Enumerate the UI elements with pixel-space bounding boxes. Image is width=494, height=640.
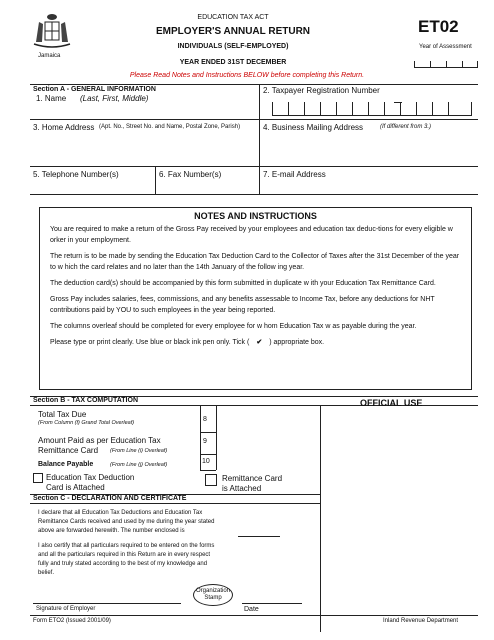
home-address-hint: (Apt. No., Street No. and Name, Postal Zone, Parish) [99,124,241,130]
balance-payable-input[interactable] [217,456,317,469]
signature-label: Signature of Employer [36,606,96,612]
organization-stamp [193,584,233,606]
amount-paid-hint: (From Line (i) Overleaf) [110,448,168,454]
section-a-heading: Section A - GENERAL INFORMATION [33,86,156,93]
certificate-line: fully and truly stated according to the best of my knowledge and [38,561,208,567]
deduction-card-label-2: Card is Attached [46,483,105,492]
date-field[interactable] [242,592,302,604]
stamp-label: Organization Stamp [195,588,231,601]
note-paragraph: The return is to be made by sending the Education Tax Deduction Card to the Collector of Taxes after the 31st December of the year to w hich the card relates and no later than the 14th January of the follow ing year. [50,253,460,271]
fax-field[interactable] [159,180,257,192]
year-of-assessment-label: Year of Assessment [419,44,472,50]
notes-heading: NOTES AND INSTRUCTIONS [194,211,317,221]
total-tax-due-label: Total Tax Due [38,410,87,419]
business-address-field[interactable] [263,134,475,164]
deduction-card-attached-checkbox[interactable] [33,473,43,483]
amount-paid-label: Amount Paid as per Education Tax [38,436,161,445]
business-address-hint: (If different from 3.) [380,124,432,130]
declaration-line: Remittance Cards received and used by me during the year stated [38,519,215,525]
deduction-card-label: Education Tax Deduction [46,473,135,482]
certificate-line: I also certify that all particulars required to be entered on the forms [38,543,215,549]
declaration-line: I declare that all Education Tax Deductions and Education Tax [38,510,203,516]
form-number: Form ETO2 (Issued 2001/09) [33,618,111,624]
official-use-label: OFFICIAL USE [360,398,423,408]
balance-payable-hint: (From Line (j) Overleaf) [110,462,168,468]
telephone-label: 5. Telephone Number(s) [33,170,119,179]
date-label: Date [244,606,259,613]
note-final-text-end: ) appropriate box. [269,339,325,346]
fax-label: 6. Fax Number(s) [159,170,222,179]
amount-paid-input[interactable] [217,434,317,453]
act-title: EDUCATION TAX ACT [197,14,269,21]
country-label: Jamaica [38,53,61,59]
name-field[interactable] [33,104,255,118]
year-of-assessment-input[interactable] [414,61,478,68]
remittance-card-attached-checkbox[interactable] [205,474,217,486]
line-8-number: 8 [203,416,207,423]
amount-paid-label-2: Remittance Card [38,446,99,455]
name-label: 1. Name [36,94,67,103]
form-code: ET02 [418,17,459,36]
certificate-line: and all the particulars required in this Return are in every respect [38,552,211,558]
trn-input[interactable] [272,102,472,116]
remittance-card-label-2: is Attached [222,484,262,493]
business-address-label: 4. Business Mailing Address [263,123,364,132]
remittance-card-label: Remittance Card [222,474,283,483]
telephone-field[interactable] [33,180,153,192]
year-ended-label: YEAR ENDED 31ST DECEMBER [179,59,287,66]
trn-label: 2. Taxpayer Registration Number [263,86,380,95]
name-hint: (Last, First, Middle) [80,94,149,103]
email-field[interactable] [263,180,475,192]
home-address-label: 3. Home Address [33,123,95,132]
certificate-line: belief. [38,570,55,576]
cards-enclosed-number-input[interactable] [238,528,280,537]
total-tax-due-input[interactable] [217,408,317,430]
read-notes-warning: Please Read Notes and Instructions BELOW before completing this Return. [129,72,365,79]
line-10-number: 10 [202,458,210,465]
signature-field[interactable] [33,592,181,604]
note-paragraph: The columns overleaf should be completed for every employee for w hom Education Tax w as payable during the year. [50,323,417,330]
note-paragraph: You are required to make a return of the Gross Pay received by your employees and education tax deduc-tions for every eligible w orker in your employment. [50,226,453,244]
page-title: EMPLOYER'S ANNUAL RETURN [155,26,311,37]
note-final-text: Please type or print clearly. Use blue or black ink pen only. Tick ( [50,339,250,346]
balance-payable-label: Balance Payable [38,461,94,468]
department-name: Inland Revenue Department [383,618,459,624]
note-paragraph: The deduction card(s) should be accompanied by this form submitted in duplicate w ith your Education Tax Remittance Card. [50,280,436,287]
notes-and-instructions [39,207,472,390]
total-tax-due-hint: (From Column (f) Grand Total Overleaf) [38,420,135,426]
home-address-field[interactable] [33,134,255,164]
section-c-heading: Section C - DECLARATION AND CERTIFICATE [33,495,187,502]
line-9-number: 9 [203,438,207,445]
checkmark-icon: ✔ [256,339,263,346]
page-subtitle: INDIVIDUALS (SELF-EMPLOYED) [177,43,289,50]
email-label: 7. E-mail Address [263,170,326,179]
declaration-line: above are forwarded herewith. The number enclosed is [38,528,185,534]
note-paragraph: Gross Pay includes salaries, fees, commissions, and any benefits assessable to Income Tax, before any deductions for NHT contributions paid by YOU to such employees in the year being reported. [50,296,435,314]
section-b-heading: Section B - TAX COMPUTATION [33,397,138,404]
